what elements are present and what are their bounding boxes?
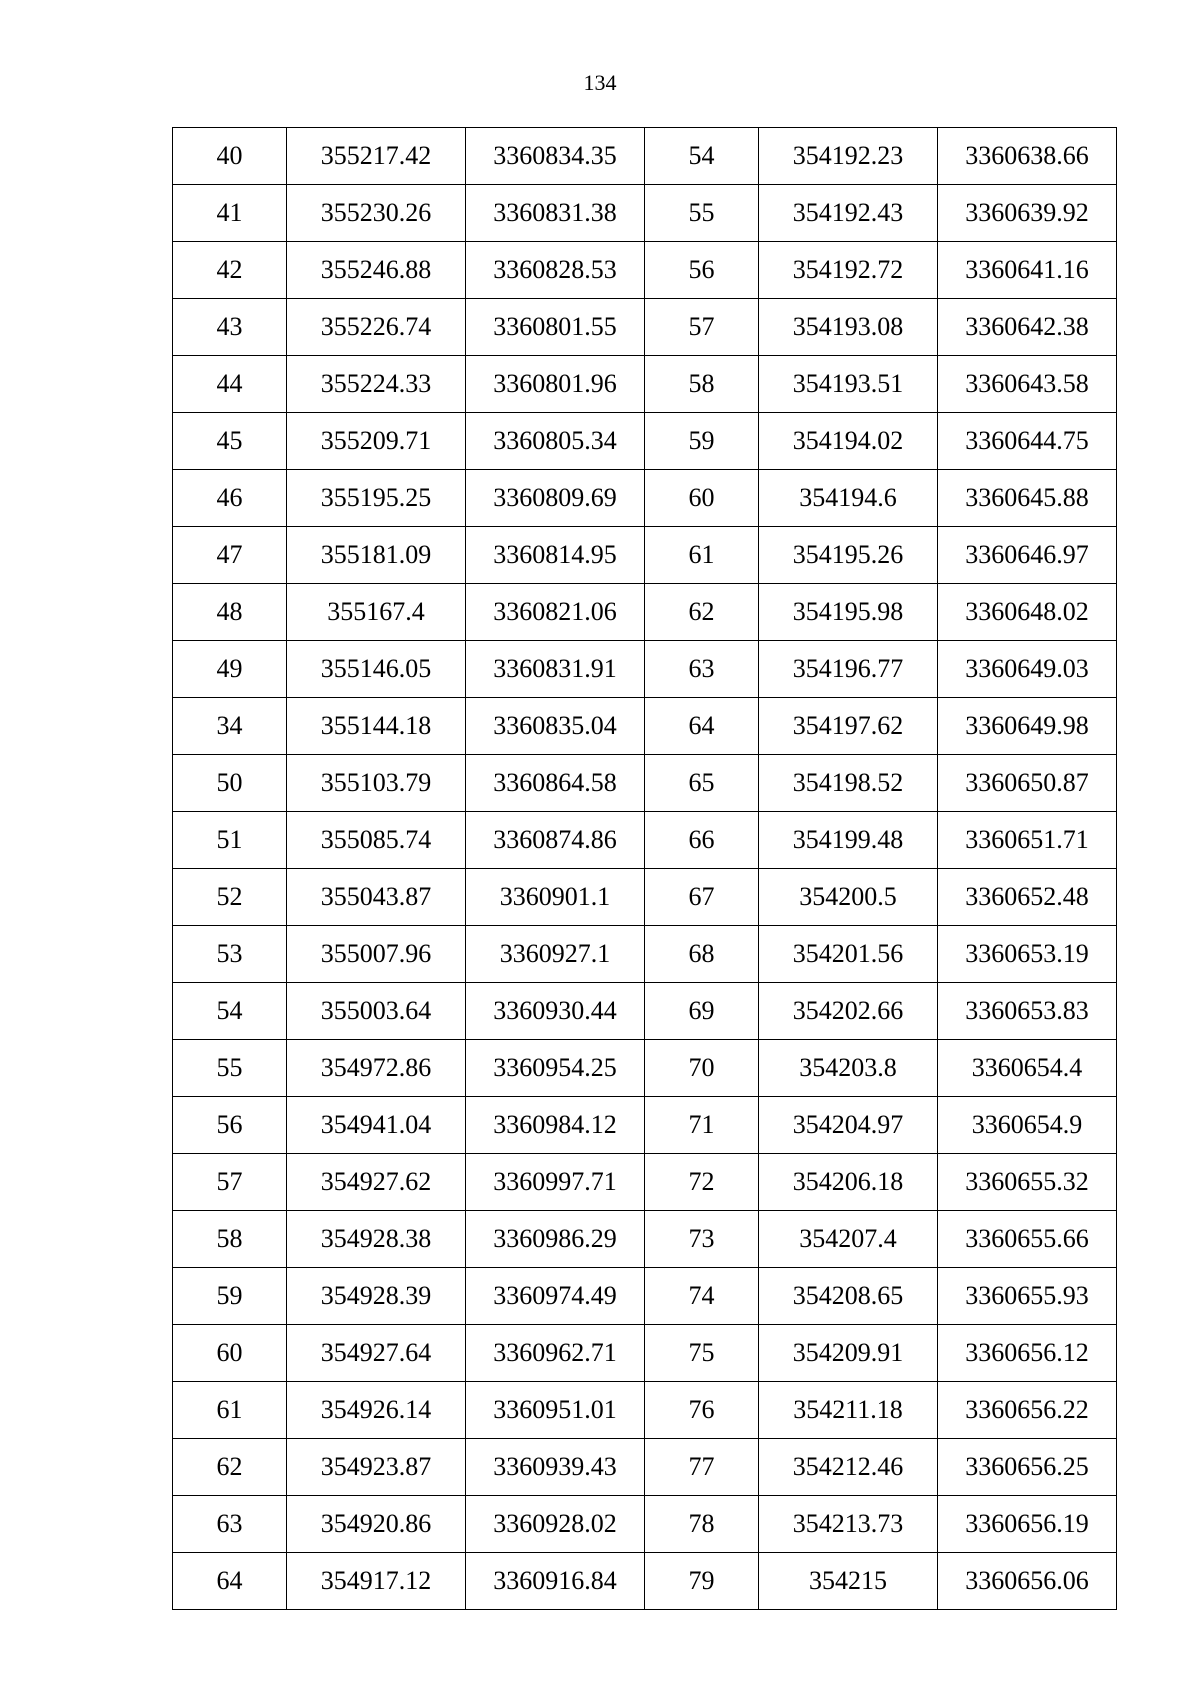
x-coordinate-cell: 354203.8 [759,1040,938,1097]
x-coordinate-cell: 354201.56 [759,926,938,983]
point-number-cell: 77 [645,1439,759,1496]
y-coordinate-cell: 3360653.83 [938,983,1117,1040]
point-number-cell: 66 [645,812,759,869]
x-coordinate-cell: 355103.79 [287,755,466,812]
y-coordinate-cell: 3360654.9 [938,1097,1117,1154]
point-number-cell: 62 [173,1439,287,1496]
point-number-cell: 64 [173,1553,287,1610]
point-number-cell: 60 [173,1325,287,1382]
coordinate-table [172,127,1117,1610]
point-number-cell: 58 [173,1211,287,1268]
y-coordinate-cell: 3360643.58 [938,356,1117,413]
point-number-cell: 41 [173,185,287,242]
y-coordinate-cell: 3360927.1 [466,926,645,983]
table-row [173,356,1117,413]
point-number-cell: 79 [645,1553,759,1610]
x-coordinate-cell: 354927.64 [287,1325,466,1382]
point-number-cell: 45 [173,413,287,470]
x-coordinate-cell: 355226.74 [287,299,466,356]
page-number: 134 [583,70,617,95]
y-coordinate-cell: 3360655.32 [938,1154,1117,1211]
table-row [173,242,1117,299]
y-coordinate-cell: 3360648.02 [938,584,1117,641]
x-coordinate-cell: 355224.33 [287,356,466,413]
y-coordinate-cell: 3360974.49 [466,1268,645,1325]
table-row [173,1268,1117,1325]
point-number-cell: 65 [645,755,759,812]
x-coordinate-cell: 354923.87 [287,1439,466,1496]
x-coordinate-cell: 354196.77 [759,641,938,698]
point-number-cell: 34 [173,698,287,755]
point-number-cell: 53 [173,926,287,983]
x-coordinate-cell: 355246.88 [287,242,466,299]
y-coordinate-cell: 3360639.92 [938,185,1117,242]
table-row [173,1325,1117,1382]
y-coordinate-cell: 3360644.75 [938,413,1117,470]
y-coordinate-cell: 3360805.34 [466,413,645,470]
y-coordinate-cell: 3360928.02 [466,1496,645,1553]
table-row [173,755,1117,812]
table-row [173,527,1117,584]
table-row [173,926,1117,983]
x-coordinate-cell: 354193.08 [759,299,938,356]
point-number-cell: 74 [645,1268,759,1325]
table-row [173,1496,1117,1553]
x-coordinate-cell: 355146.05 [287,641,466,698]
y-coordinate-cell: 3360930.44 [466,983,645,1040]
y-coordinate-cell: 3360831.91 [466,641,645,698]
point-number-cell: 61 [645,527,759,584]
x-coordinate-cell: 354928.38 [287,1211,466,1268]
y-coordinate-cell: 3360939.43 [466,1439,645,1496]
table-row [173,869,1117,926]
y-coordinate-cell: 3360656.22 [938,1382,1117,1439]
x-coordinate-cell: 355195.25 [287,470,466,527]
table-row [173,1211,1117,1268]
point-number-cell: 73 [645,1211,759,1268]
point-number-cell: 63 [173,1496,287,1553]
x-coordinate-cell: 354197.62 [759,698,938,755]
table-row [173,470,1117,527]
point-number-cell: 56 [173,1097,287,1154]
table-row [173,1439,1117,1496]
x-coordinate-cell: 354209.91 [759,1325,938,1382]
point-number-cell: 71 [645,1097,759,1154]
table-row [173,1382,1117,1439]
y-coordinate-cell: 3360641.16 [938,242,1117,299]
x-coordinate-cell: 355209.71 [287,413,466,470]
y-coordinate-cell: 3360652.48 [938,869,1117,926]
y-coordinate-cell: 3360650.87 [938,755,1117,812]
x-coordinate-cell: 354208.65 [759,1268,938,1325]
point-number-cell: 69 [645,983,759,1040]
x-coordinate-cell: 354194.02 [759,413,938,470]
point-number-cell: 68 [645,926,759,983]
x-coordinate-cell: 354213.73 [759,1496,938,1553]
point-number-cell: 54 [645,128,759,185]
x-coordinate-cell: 354211.18 [759,1382,938,1439]
point-number-cell: 48 [173,584,287,641]
x-coordinate-cell: 354917.12 [287,1553,466,1610]
x-coordinate-cell: 354204.97 [759,1097,938,1154]
x-coordinate-cell: 354941.04 [287,1097,466,1154]
x-coordinate-cell: 354195.26 [759,527,938,584]
x-coordinate-cell: 354192.72 [759,242,938,299]
y-coordinate-cell: 3360901.1 [466,869,645,926]
y-coordinate-cell: 3360642.38 [938,299,1117,356]
point-number-cell: 76 [645,1382,759,1439]
point-number-cell: 40 [173,128,287,185]
y-coordinate-cell: 3360653.19 [938,926,1117,983]
point-number-cell: 62 [645,584,759,641]
x-coordinate-cell: 354192.43 [759,185,938,242]
table-row [173,698,1117,755]
y-coordinate-cell: 3360656.19 [938,1496,1117,1553]
y-coordinate-cell: 3360916.84 [466,1553,645,1610]
point-number-cell: 49 [173,641,287,698]
y-coordinate-cell: 3360655.93 [938,1268,1117,1325]
table-row [173,185,1117,242]
table-row [173,128,1117,185]
y-coordinate-cell: 3360834.35 [466,128,645,185]
x-coordinate-cell: 354972.86 [287,1040,466,1097]
x-coordinate-cell: 354927.62 [287,1154,466,1211]
y-coordinate-cell: 3360656.06 [938,1553,1117,1610]
point-number-cell: 60 [645,470,759,527]
x-coordinate-cell: 355167.4 [287,584,466,641]
x-coordinate-cell: 354193.51 [759,356,938,413]
x-coordinate-cell: 355230.26 [287,185,466,242]
point-number-cell: 57 [645,299,759,356]
y-coordinate-cell: 3360809.69 [466,470,645,527]
x-coordinate-cell: 355181.09 [287,527,466,584]
x-coordinate-cell: 355085.74 [287,812,466,869]
y-coordinate-cell: 3360646.97 [938,527,1117,584]
x-coordinate-cell: 354928.39 [287,1268,466,1325]
table-row [173,1553,1117,1610]
point-number-cell: 43 [173,299,287,356]
x-coordinate-cell: 354194.6 [759,470,938,527]
x-coordinate-cell: 354199.48 [759,812,938,869]
point-number-cell: 50 [173,755,287,812]
point-number-cell: 59 [645,413,759,470]
x-coordinate-cell: 354206.18 [759,1154,938,1211]
y-coordinate-cell: 3360651.71 [938,812,1117,869]
point-number-cell: 55 [173,1040,287,1097]
y-coordinate-cell: 3360656.25 [938,1439,1117,1496]
y-coordinate-cell: 3360801.55 [466,299,645,356]
point-number-cell: 57 [173,1154,287,1211]
point-number-cell: 70 [645,1040,759,1097]
table-row [173,1154,1117,1211]
y-coordinate-cell: 3360801.96 [466,356,645,413]
y-coordinate-cell: 3360986.29 [466,1211,645,1268]
y-coordinate-cell: 3360984.12 [466,1097,645,1154]
coordinate-table-body [173,128,1117,1610]
point-number-cell: 59 [173,1268,287,1325]
table-row [173,413,1117,470]
y-coordinate-cell: 3360954.25 [466,1040,645,1097]
point-number-cell: 64 [645,698,759,755]
x-coordinate-cell: 354207.4 [759,1211,938,1268]
y-coordinate-cell: 3360831.38 [466,185,645,242]
x-coordinate-cell: 354212.46 [759,1439,938,1496]
y-coordinate-cell: 3360654.4 [938,1040,1117,1097]
table-row [173,299,1117,356]
table-row [173,1097,1117,1154]
x-coordinate-cell: 354195.98 [759,584,938,641]
y-coordinate-cell: 3360828.53 [466,242,645,299]
point-number-cell: 61 [173,1382,287,1439]
y-coordinate-cell: 3360655.66 [938,1211,1117,1268]
point-number-cell: 55 [645,185,759,242]
table-row [173,584,1117,641]
x-coordinate-cell: 355043.87 [287,869,466,926]
y-coordinate-cell: 3360864.58 [466,755,645,812]
point-number-cell: 46 [173,470,287,527]
x-coordinate-cell: 354926.14 [287,1382,466,1439]
y-coordinate-cell: 3360997.71 [466,1154,645,1211]
point-number-cell: 44 [173,356,287,413]
point-number-cell: 78 [645,1496,759,1553]
x-coordinate-cell: 355007.96 [287,926,466,983]
table-row [173,1040,1117,1097]
table-row [173,812,1117,869]
y-coordinate-cell: 3360649.98 [938,698,1117,755]
x-coordinate-cell: 354920.86 [287,1496,466,1553]
y-coordinate-cell: 3360814.95 [466,527,645,584]
x-coordinate-cell: 355144.18 [287,698,466,755]
table-row [173,983,1117,1040]
y-coordinate-cell: 3360645.88 [938,470,1117,527]
point-number-cell: 67 [645,869,759,926]
table-row [173,641,1117,698]
point-number-cell: 54 [173,983,287,1040]
point-number-cell: 75 [645,1325,759,1382]
x-coordinate-cell: 354198.52 [759,755,938,812]
y-coordinate-cell: 3360821.06 [466,584,645,641]
x-coordinate-cell: 354192.23 [759,128,938,185]
y-coordinate-cell: 3360656.12 [938,1325,1117,1382]
x-coordinate-cell: 354200.5 [759,869,938,926]
x-coordinate-cell: 355217.42 [287,128,466,185]
y-coordinate-cell: 3360638.66 [938,128,1117,185]
x-coordinate-cell: 354215 [759,1553,938,1610]
y-coordinate-cell: 3360649.03 [938,641,1117,698]
x-coordinate-cell: 354202.66 [759,983,938,1040]
point-number-cell: 58 [645,356,759,413]
x-coordinate-cell: 355003.64 [287,983,466,1040]
y-coordinate-cell: 3360874.86 [466,812,645,869]
y-coordinate-cell: 3360962.71 [466,1325,645,1382]
point-number-cell: 52 [173,869,287,926]
point-number-cell: 47 [173,527,287,584]
y-coordinate-cell: 3360951.01 [466,1382,645,1439]
point-number-cell: 72 [645,1154,759,1211]
point-number-cell: 63 [645,641,759,698]
point-number-cell: 42 [173,242,287,299]
point-number-cell: 51 [173,812,287,869]
y-coordinate-cell: 3360835.04 [466,698,645,755]
point-number-cell: 56 [645,242,759,299]
